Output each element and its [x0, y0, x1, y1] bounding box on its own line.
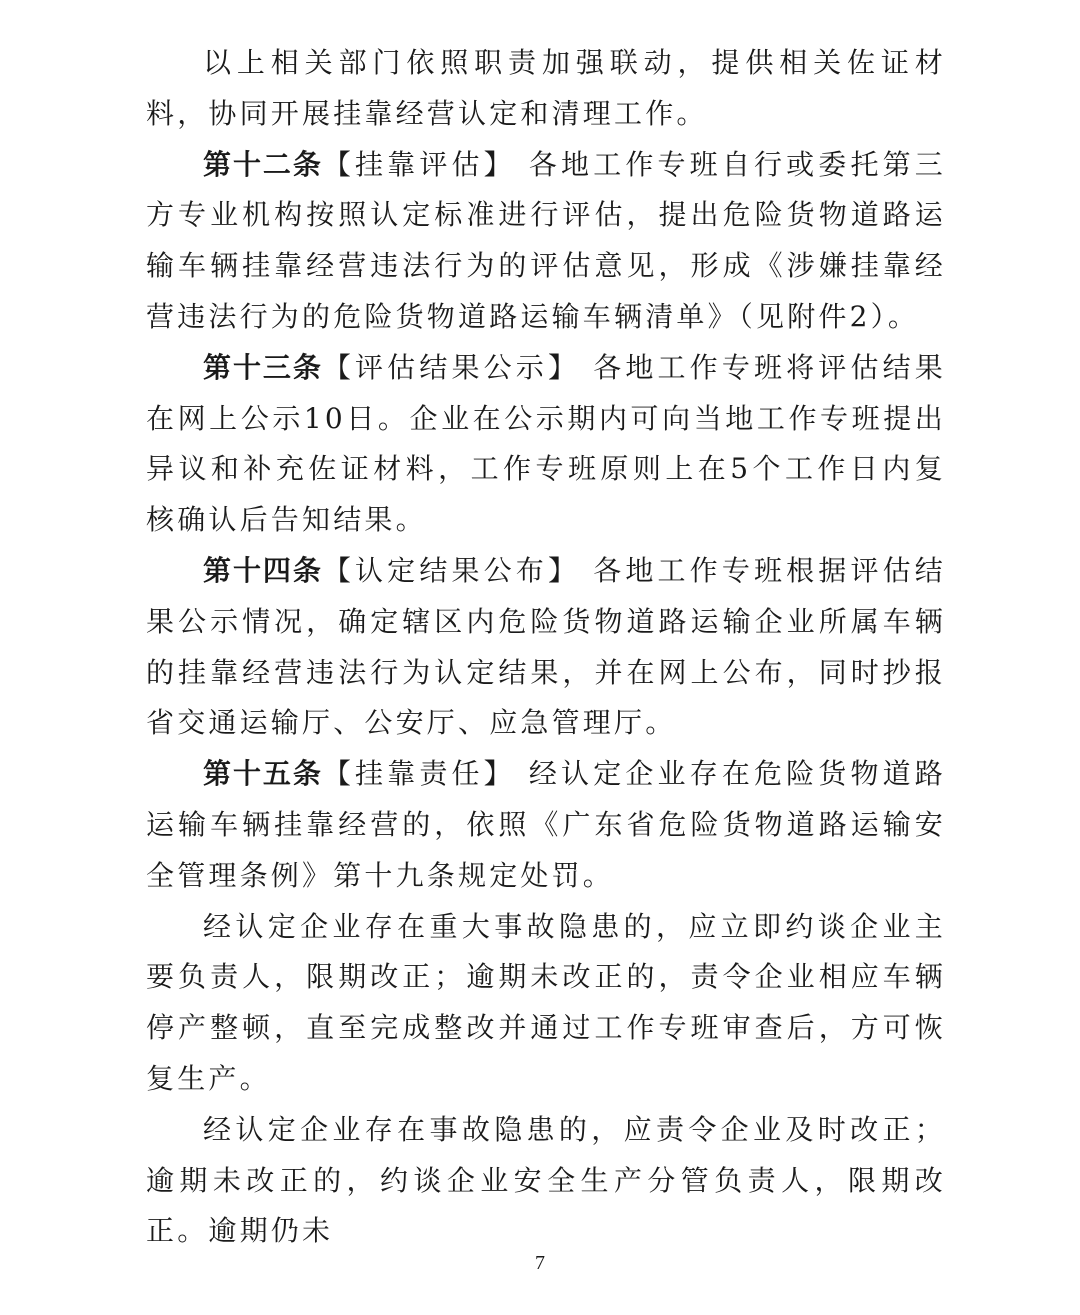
article-text: 各地工作专班将评估结果在网上公示10日。企业在公示期内可向当地工作专班提出异议和补充佐证材料，工作专班原则上在5个工作日内复核确认后告知结果。: [146, 350, 946, 537]
article-number: 第十二条: [203, 147, 323, 181]
article-12: [146, 140, 946, 343]
paragraph-text: 经认定企业存在重大事故隐患的，应立即约谈企业主要负责人，限期改正；逾期未改正的，责令企业相应车辆停产整顿，直至完成整改并通过工作专班审查后，方可恢复生产。: [146, 909, 946, 1095]
document-body: [146, 38, 946, 1257]
paragraph-major-hazard: [146, 902, 946, 1105]
article-15: [146, 749, 946, 901]
article-text: 各地工作专班根据评估结果公示情况，确定辖区内危险货物道路运输企业所属车辆的挂靠经营违法行为认定结果，并在网上公布，同时抄报省交通运输厅、公安厅、应急管理厅。: [146, 553, 946, 740]
article-13: [146, 343, 946, 546]
article-number: 第十五条: [203, 757, 323, 791]
article-heading: 【挂靠责任】: [322, 757, 516, 791]
article-heading: 【评估结果公示】: [322, 350, 581, 384]
paragraph-text: 经认定企业存在事故隐患的，应责令企业及时改正；逾期未改正的，约谈企业安全生产分管负责人，限期改正。逾期仍未: [146, 1112, 946, 1248]
article-heading: 【认定结果公布】: [322, 553, 581, 587]
article-heading: 【挂靠评估】: [322, 147, 516, 181]
paragraph-text: 以上相关部门依照职责加强联动，提供相关佐证材料，协同开展挂靠经营认定和清理工作。: [146, 46, 946, 130]
article-number: 第十三条: [203, 350, 323, 384]
paragraph-joint-work: [146, 38, 946, 140]
article-14: [146, 546, 946, 749]
page-number: 7: [535, 1252, 545, 1274]
paragraph-hazard: [146, 1105, 946, 1257]
article-text: 经认定企业存在危险货物道路运输车辆挂靠经营的，依照《广东省危险货物道路运输安全管理条例》第十九条规定处罚。: [146, 757, 946, 892]
article-number: 第十四条: [203, 553, 323, 587]
article-text: 各地工作专班自行或委托第三方专业机构按照认定标准进行评估，提出危险货物道路运输车辆挂靠经营违法行为的评估意见，形成《涉嫌挂靠经营违法行为的危险货物道路运输车辆清单》（见附件2）。: [146, 147, 946, 333]
